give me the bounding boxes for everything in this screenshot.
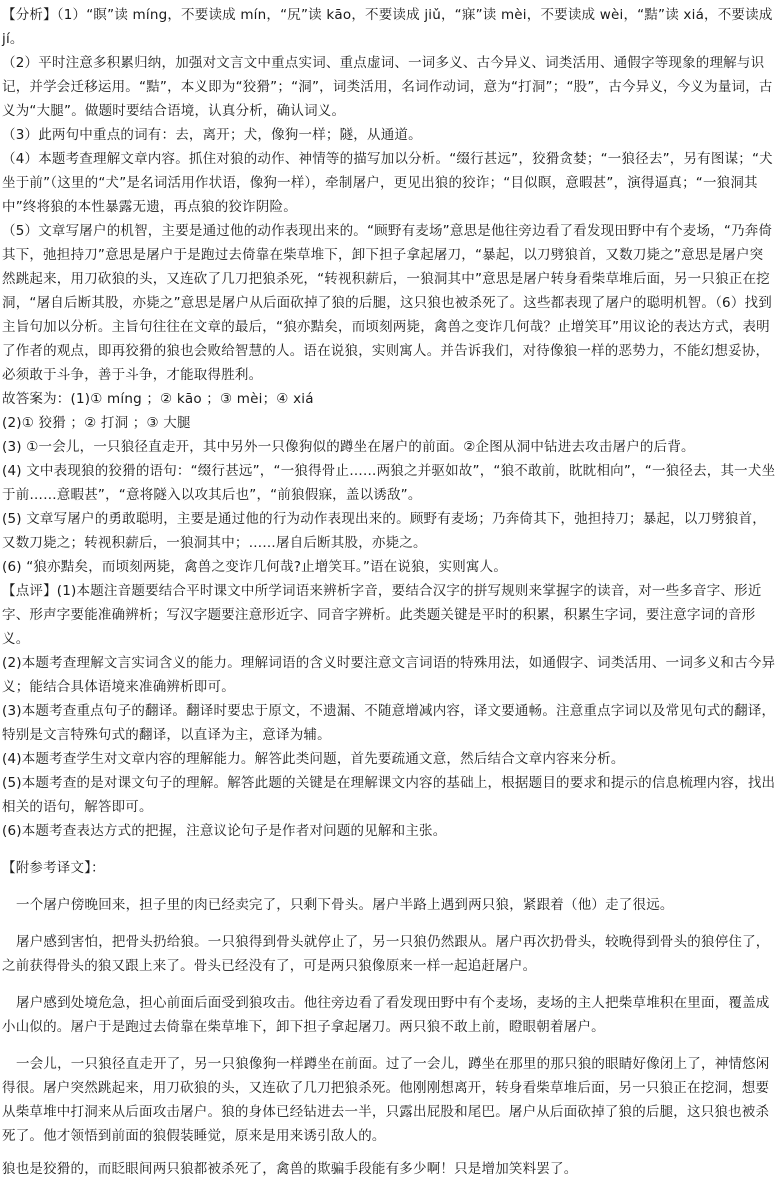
spacer [2,917,776,930]
comment-6: (6)本题考查表达方式的把握，注意议论句子是作者对问题的见解和主张。 [2,823,447,839]
answer-1: 故答案为：(1)① míng ；② kāo ；③ mèi；④ xiá [2,391,314,407]
translation-para-3: 屠户感到处境危急，担心前面后面受到狼攻击。他往旁边看了看发现田野中有个麦场，麦场的主人把柴草堆积在里面，覆盖成小山似的。屠户于是跑过去倚靠在柴草堆下，卸下担子拿起屠刀。两只狼不敢上前，瞪眼朝着屠户。 [2,995,770,1035]
spacer [2,880,776,893]
comment-4: (4)本题考查学生对文章内容的理解能力。解答此类问题，首先要疏通文意，然后结合文章内容来分析。 [2,751,625,767]
analysis-wolf-content: （4）本题考查理解文章内容。抓住对狼的动作、神情等的描写加以分析。“缀行甚远”，狡猾贪婪；“一狼径去”，另有图谋；“犬坐于前”（这里的“犬”是名词活用作状语，像狗一样），牵制屠户，更见出狼的狡诈；“目似瞑，意暇甚”，演得逼真；“一狼洞其中”终将狼的本性暴露无遗，再点狼的狡诈阴险。 [2,151,773,215]
translation-para-5: 狼也是狡猾的，而眨眼间两只狼都被杀死了，禽兽的欺骗手段能有多少啊！只是增加笑料罢了。 [2,1161,578,1177]
translation-para-1: 一个屠户傍晚回来，担子里的肉已经卖完了，只剩下骨头。屠户半路上遇到两只狼，紧跟着（他）走了很远。 [16,897,674,913]
answer-2: (2)① 狡猾 ；② 打洞 ；③ 大腿 [2,415,191,431]
analysis-pronunciation: 【分析】（1）“瞑”读 míng，不要读成 mín，“尻”读 kāo，不要读成 jiǔ，“寐”读 mèi，不要读成 wèi，“黠”读 xiá，不要读成 jí。 [2,7,778,47]
analysis-word-meaning: （2）平时注意多积累归纳，加强对文言文中重点实词、重点虚词、一词多义、古今异义、词类活用、通假字等现象的理解与识记，并学会迁移运用。“黠”，本义即为“狡猾”；“洞”，词类活用，名词作动词，意为“打洞”；“股”，古今异义，今义为量词，古义为“大腿”。做题时要结合语境，认真分析，确认词义。 [2,55,773,119]
comment-2: (2)本题考查理解文言实词含义的能力。理解词语的含义时要注意文言词语的特殊用法，如通假字、词类活用、一词多义和古今异义；能结合具体语境来准确辨析即可。 [2,655,776,695]
comment-5: (5)本题考查的是对课文句子的理解。解答此题的关键是在理解课文内容的基础上，根据题目的要求和提示的信息梳理内容，找出相关的语句，解答即可。 [2,775,776,815]
answer-3: (3) ①一会儿，一只狼径直走开，其中另外一只像狗似的蹲坐在屠户的前面。②企图从洞中钻进去攻击屠户的后背。 [2,439,695,455]
translation-heading: 【附参考译文】： [2,860,105,876]
spacer [2,978,776,991]
answer-5: (5) 文章写屠户的勇敢聪明，主要是通过他的行为动作表现出来的。顾野有麦场；乃奔倚其下，弛担持刀；暴起，以刀劈狼首，又数刀毙之；转视积薪后，一狼洞其中；……屠自后断其股，亦毙之。 [2,511,767,551]
translation-para-4: 一会儿，一只狼径直走开了，另一只狼像狗一样蹲坐在前面。过了一会儿，蹲坐在那里的那只狼的眼睛好像闭上了，神情悠闲得很。屠户突然跳起来，用刀砍狼的头，又连砍了几刀把狼杀死。他刚刚想离开，转身看柴草堆后面，另一只狼正在挖洞，想要从柴草堆中打洞来从后面攻击屠户。狼的身体已经钻进去一半，只露出屁股和尾巴。屠户从后面砍掉了狼的后腿，这只狼也被杀死了。他才领悟到前面的狼假装睡觉，原来是用来诱引敌人的。 [2,1056,770,1144]
answer-6: (6) “狼亦黠矣，而顷刻两毙，禽兽之变诈几何哉?止增笑耳。”语在说狼，实则寓人。 [2,559,508,575]
translation-para-2: 屠户感到害怕，把骨头扔给狼。一只狼得到骨头就停止了，另一只狼仍然跟从。屠户再次扔骨头，较晚得到骨头的狼停住了，之前获得骨头的狼又跟上来了。骨头已经没有了，可是两只狼像原来一样一起追赶屠户。 [2,934,770,974]
spacer [2,843,776,856]
spacer [2,1148,776,1157]
comment-3: (3)本题考查重点句子的翻译。翻译时要忠于原文，不遗漏、不随意增减内容，译文要通畅。注意重点字词以及常见句式的翻译，特别是文言特殊句式的翻译，以直译为主，意译为辅。 [2,703,776,743]
answer-4: (4) 文中表现狼的狡猾的语句：“缀行甚远”，“一狼得骨止……两狼之并驱如故”，“狼不敢前，眈眈相向”，“一狼径去，其一犬坐于前……意暇甚”，“意将隧入以攻其后也”，“前狼假寐，盖以诱敌”。 [2,463,776,503]
analysis-key-words: （3）此两句中重点的词有：去，离开；犬，像狗一样；隧，从通道。 [2,127,422,143]
spacer [2,1039,776,1052]
comment-1: 【点评】(1)本题注音题要结合平时课文中所学词语来辨析字音，要结合汉字的拼写规则来掌握字的读音，对一些多音字、形近字、形声字要能准确辨析；写汉字题要注意形近字、同音字辨析。此类题关键是平时的积累，积累生字词，要注意字词的音形义。 [2,583,762,647]
analysis-butcher-wit: （5）文章写屠户的机智，主要是通过他的动作表现出来的。“顾野有麦场”意思是他往旁边看了看发现田野中有个麦场，“乃奔倚其下，弛担持刀”意思是屠户于是跑过去倚靠在柴草堆下，卸下担子拿起屠刀，“暴起，以刀劈狼首，又数刀毙之”意思是屠户突然跳起来，用刀砍狼的头，又连砍了几刀把狼杀死，“转视积薪后，一狼洞其中”意思是屠户转身看柴草堆后面，另一只狼正在挖洞，“屠自后断其股，亦毙之”意思是屠户从后面砍掉了狼的后腿，这只狼也被杀死了。这些都表现了屠户的聪明机智。（6）找到主旨句加以分析。主旨句往往在文章的最后，“狼亦黠矣，而顷刻两毙，禽兽之变诈几何哉？止增笑耳”用议论的表达方式，表明了作者的观点，即再狡猾的狼也会败给智慧的人。语在说狼，实则寓人。并告诉我们，对待像狼一样的恶势力，不能幻想妥协，必须敢于斗争，善于斗争，才能取得胜利。 [2,223,773,383]
